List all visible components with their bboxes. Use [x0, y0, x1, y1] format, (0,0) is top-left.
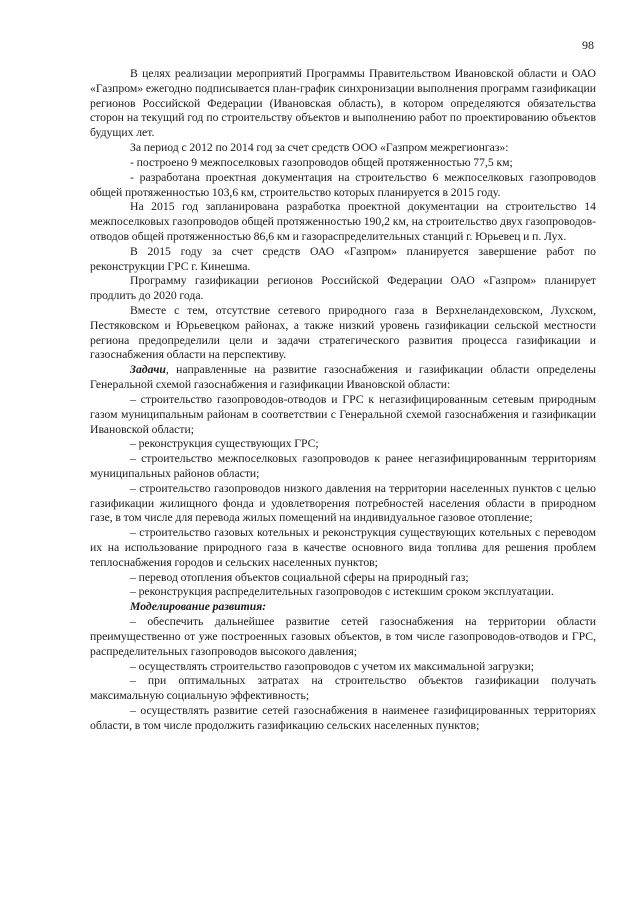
paragraph-goals: Вместе с тем, отсутствие сетевого природного газа в Верхнеландеховском, Лухском, Пестяковском и Юрьевецком районах, а также низкий уровень газификации сельской местности региона предопределили цели и задачи стратегического развития процесса газификации и газоснабжения области на перспективу. — [90, 304, 596, 362]
paragraph-tasks-intro — [90, 363, 596, 393]
paragraph-design-docs: - разработана проектная документация на строительство 6 межпоселковых газопроводов общей протяженностью 103,6 км, строительство которых планируется в 2015 году. — [90, 170, 596, 199]
document-body — [90, 67, 596, 734]
paragraph-extend-2020: Программу газификации регионов Российской Федерации ОАО «Газпром» планирует продлить до 2020 года. — [90, 274, 596, 303]
list-item: – строительство газопроводов низкого давления на территории населенных пунктов с целью газификации жилищного фонда и удовлетворения потребностей населения области в природном газе, в том числе для перевода жилых помещений на индивидуальное газовое отопление; — [90, 481, 596, 525]
paragraph-kineshma: В 2015 году за счет средств ОАО «Газпром» планируется завершение работ по реконструкции ГРС г. Кинешма. — [90, 244, 596, 273]
list-item: – при оптимальных затратах на строительство объектов газификации получать максимальную социальную эффективность; — [90, 674, 596, 703]
tasks-intro-text: , направленные на развитие газоснабжения и газификации области определены Генеральной схемой газоснабжения и газификации Ивановской области: — [90, 363, 596, 392]
list-item: – перевод отопления объектов социальной сферы на природный газ; — [130, 570, 469, 584]
paragraph-plan-2015: На 2015 год запланирована разработка проектной документации на строительство 14 межпоселковых газопроводов общей протяженностью 190,2 км, на строительство двух газопроводов-отводов общей протяженностью 86,6 км и газораспределительных станций г. Юрьевец и п. Лух. — [90, 200, 596, 243]
list-item: – реконструкция существующих ГРС; — [130, 437, 319, 451]
paragraph-program-schedule: В целях реализации мероприятий Программы Правительством Ивановской области и ОАО «Газпром» ежегодно подписывается план-график синхронизации выполнения программ газификации регионов Российской Федерации (Ивановская область), в котором определяются обязательства сторон на текущий год по строительству объектов и выполнению работ по проектированию объектов будущих лет. — [90, 67, 596, 140]
list-item: – обеспечить дальнейшее развитие сетей газоснабжения на территории области преимущественно от уже построенных газовых объектов, в том числе газопроводов-отводов и ГРС, распределительных газопроводов высокого давления; — [90, 615, 596, 658]
list-item: – строительство межпоселковых газопроводов к ранее негазифицированным территориям муниципальных районов области; — [90, 452, 596, 480]
modeling-heading: Моделирование развития: — [130, 600, 267, 614]
page-number: 98 — [582, 38, 594, 52]
list-item: – строительство газопроводов-отводов и ГРС к негазифицированным сетевым природным газом муниципальным районам в соответствии с Генеральной схемой газоснабжения и газификации Ивановской области; — [90, 392, 596, 436]
paragraph-modeling-heading — [90, 600, 596, 615]
tasks-heading: Задачи — [130, 363, 166, 377]
list-item: – осуществлять развитие сетей газоснабжения в наименее газифицированных территориях области, в том числе продолжить газификацию сельских населенных пунктов; — [90, 703, 596, 732]
list-item: – осуществлять строительство газопроводов с учетом их максимальной загрузки; — [130, 659, 534, 673]
list-item: – реконструкция распределительных газопроводов с истекшим сроком эксплуатации. — [130, 585, 554, 599]
paragraph-built-pipelines: - построено 9 межпоселковых газопроводов общей протяженностью 77,5 км; — [130, 155, 513, 169]
list-item: – строительство газовых котельных и реконструкция существующих котельных с переводом их на использование природного газа в качестве основного вида топлива для решения проблем теплоснабжения городов и сельских населенных пунктов; — [90, 526, 596, 569]
paragraph-period-2012-2014: За период с 2012 по 2014 год за счет средств ООО «Газпром межрегионгаз»: — [130, 141, 509, 155]
